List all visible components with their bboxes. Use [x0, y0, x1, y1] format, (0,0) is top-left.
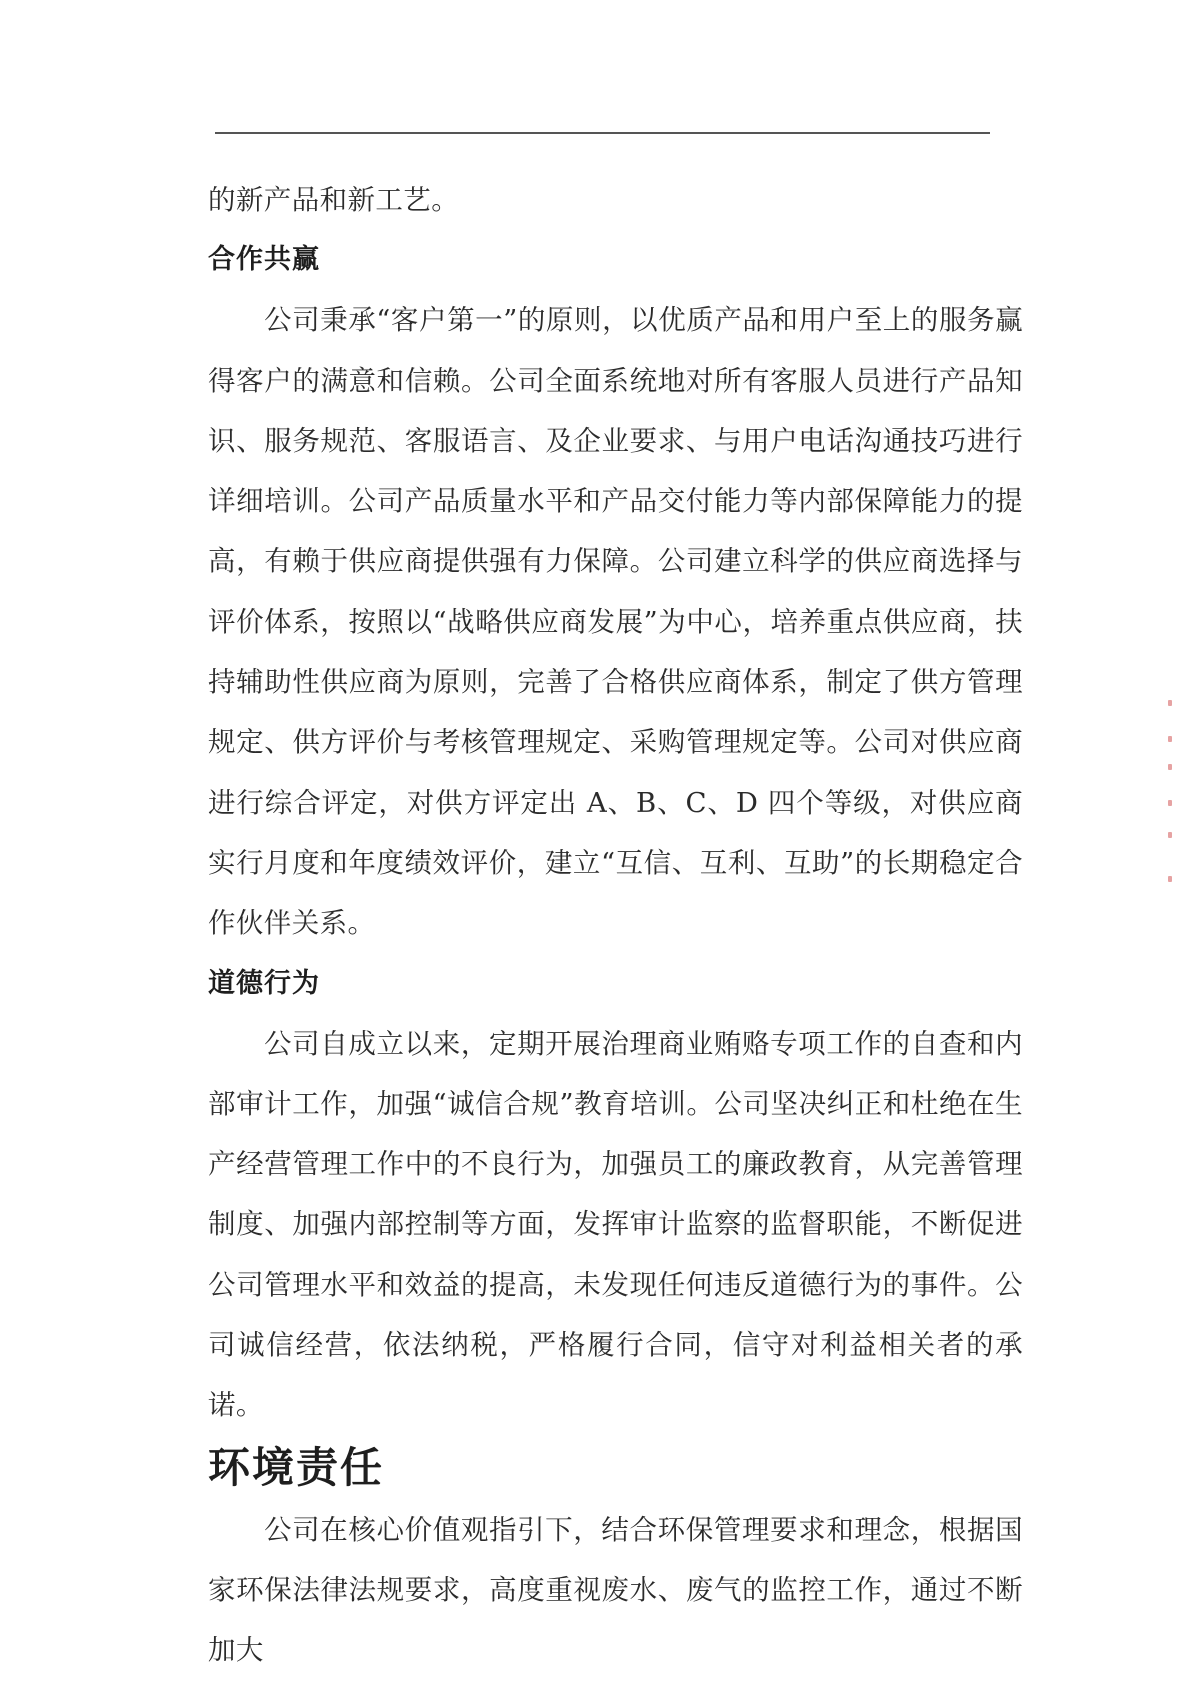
- paragraph-environment: 公司在核心价值观指引下，结合环保管理要求和理念，根据国家环保法律法规要求，高度重视废水、废气的监控工作，通过不断加大: [208, 1513, 1023, 1667]
- paragraph-cooperation: 公司秉承“客户第一”的原则，以优质产品和用户至上的服务赢得客户的满意和信赖。公司全面系统地对所有客服人员进行产品知识、服务规范、客服语言、及企业要求、与用户电话沟通技巧进行详细培训。公司产品质量水平和产品交付能力等内部保障能力的提高，有赖于供应商提供强有力保障。公司建立科学的供应商选择与评价体系，按照以“战略供应商发展”为中心，培养重点供应商，扶持辅助性供应商为原则，完善了合格供应商体系，制定了供方管理规定、供方评价与考核管理规定、采购管理规定等。公司对供应商进行综合评定，对供方评定出 A、B、C、D 四个等级，对供应商实行月度和年度绩效评价，建立“互信、互利、互助”的长期稳定合作伙伴关系。: [208, 304, 1023, 940]
- section-heading-ethics: 道德行为: [208, 967, 320, 999]
- section-heading-cooperation: 合作共赢: [208, 244, 320, 276]
- header-rule: [215, 132, 990, 134]
- chapter-heading-environment: 环境责任: [208, 1442, 385, 1492]
- document-body: [208, 170, 1023, 1681]
- continuation-paragraph: 的新产品和新工艺。: [208, 184, 460, 216]
- margin-stamp-marks: [1168, 700, 1174, 890]
- paragraph-ethics: 公司自成立以来，定期开展治理商业贿赂专项工作的自查和内部审计工作，加强“诚信合规”教育培训。公司坚决纠正和杜绝在生产经营管理工作中的不良行为，加强员工的廉政教育，从完善管理制度、加强内部控制等方面，发挥审计监察的监督职能，不断促进公司管理水平和效益的提高，未发现任何违反道德行为的事件。公司诚信经营，依法纳税，严格履行合同，信守对利益相关者的承诺。: [208, 1027, 1023, 1422]
